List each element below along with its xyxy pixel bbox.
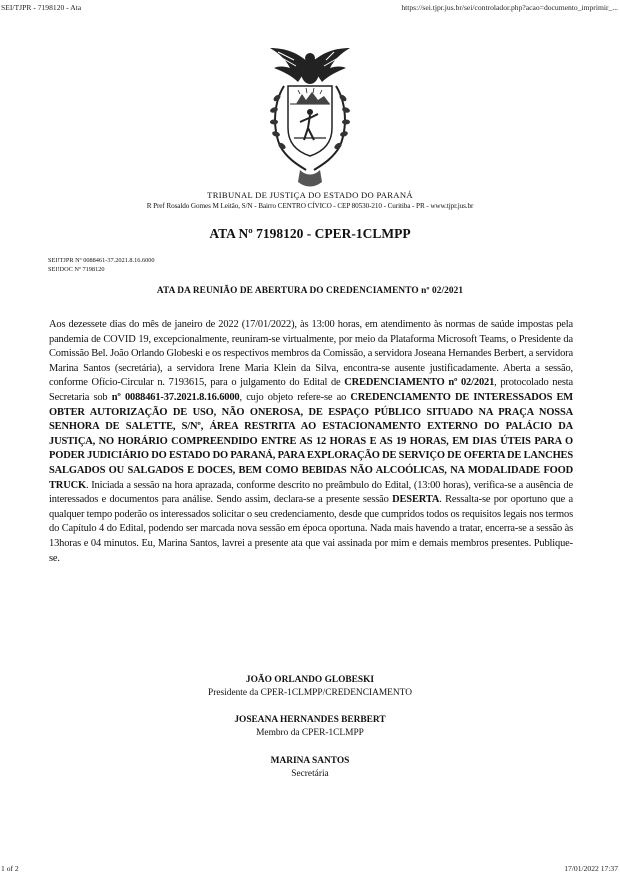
document-references	[48, 257, 155, 274]
body-text-3: , cujo objeto refere-se ao	[239, 391, 347, 403]
signature-name-2: JOSEANA HERNANDES BERBERT	[234, 715, 386, 725]
institution-name: TRIBUNAL DE JUSTIÇA DO ESTADO DO PARANÁ	[207, 190, 413, 200]
document-title: ATA Nº 7198120 - CPER-1CLMPP	[209, 226, 411, 241]
doc-reference: SEI!DOC Nº 7198120	[48, 265, 105, 273]
signature-name-1: JOÃO ORLANDO GLOBESKI	[245, 675, 375, 685]
body-text-1: Aos dezessete dias do mês de janeiro de 2022 (17/01/2022), às 13:00 horas, em atendimento às normas de saúde impostas pela pandemia de COVID 19, excepcionalmente, reuniram-se virtualmente, por meio da Plataforma Microsoft Teams, o Presidente da Comissão Bel. João Orlando Globeski e os respectivos membros da Comissão, a servidora Joseana Hernandes Berbert, a servidora Marina Santos (secretária), a servidora Irene Maria Klein da Silva, encontra-se ausente justificadamente. Aberta a sessão, conforme Ofício-Circular n. 7193615, para o julgamento do Edital de	[49, 319, 573, 389]
signature-role-1: Presidente da CPER-1CLMPP/CREDENCIAMENTO	[208, 688, 412, 698]
page-counter: 1 of 2	[1, 864, 19, 873]
process-reference: SEI!TJPR Nº 0088461-37.2021.8.16.6000	[48, 257, 155, 264]
signature-role-2: Membro da CPER-1CLMPP	[256, 728, 364, 738]
body-bold-process-number: nº 0088461-37.2021.8.16.6000	[111, 391, 240, 403]
signature-role-3: Secretária	[291, 769, 329, 779]
body-bold-credenciamento: CREDENCIAMENTO nº 02/2021	[344, 377, 495, 389]
print-header-url: https://sei.tjpr.jus.br/sei/controlador.php?acao=documento_imprimir_...	[401, 3, 618, 12]
print-header-title: SEI/TJPR - 7198120 - Ata	[1, 3, 82, 12]
body-text-4: . Iniciada a sessão na hora aprazada, conforme descrito no preâmbulo do Edital, (13:00 horas), verifica-se a ausência de interessados e documentos para análise. Sendo assim, declara-se a presente sessão	[49, 479, 573, 506]
minutes-body	[49, 318, 573, 566]
document-subtitle: ATA DA REUNIÃO DE ABERTURA DO CREDENCIAMENTO nº 02/2021	[156, 286, 464, 296]
body-bold-deserta: DESERTA	[392, 494, 440, 506]
body-bold-object: CREDENCIAMENTO DE INTERESSADOS EM OBTER AUTORIZAÇÃO DE USO, NÃO ONEROSA, DE ESPAÇO PÚBLICO SITUADO NA PRAÇA NOSSA SENHORA DE SALETTE, S/Nº, ÁREA RESTRITA AO ESTACIONAMENTO EXTERNO DO PALÁCIO DA JUSTIÇA, NO HORÁRIO COMPREENDIDO ENTRE AS 12 HORAS E AS 19 HORAS, EM DIAS ÚTEIS PARA O PODER JUDICIÁRIO DO ESTADO DO PARANÁ, PARA EXPLORAÇÃO DE SERVIÇO DE OFERTA DE LANCHES SALGADOS OU SALGADOS E DOCES, BEM COMO BEBIDAS NÃO ALCOÓLICAS, NA MODALIDADE FOOD TRUCK	[49, 391, 574, 491]
body-text-5: . Ressalta-se por oportuno que a qualquer tempo poderão os interessados solicitar o seu credenciamento, desde que cumpridos todos os requisitos legais nos termos do Capítulo 4 do Edital, podendo ser marcada nova sessão em época oportuna. Nada mais havendo a tratar, encerra-se a sessão às 13horas e 04 minutos. Eu, Marina Santos, lavrei a presente ata que vai assinada por mim e demais membros presentes. Publique-se.	[49, 494, 573, 564]
body-text-2: , protocolado nesta Secretaria sob	[49, 377, 573, 403]
print-datetime: 17/01/2022 17:37	[564, 864, 618, 873]
parana-coat-of-arms-icon	[250, 42, 370, 190]
institution-address: R Pref Rosaldo Gomes M Leitão, S/N - Bairro CENTRO CÍVICO - CEP 80530-210 - Curitiba - PR - www.tjpr.jus.br	[146, 202, 474, 210]
signature-name-3: MARINA SANTOS	[270, 756, 350, 766]
